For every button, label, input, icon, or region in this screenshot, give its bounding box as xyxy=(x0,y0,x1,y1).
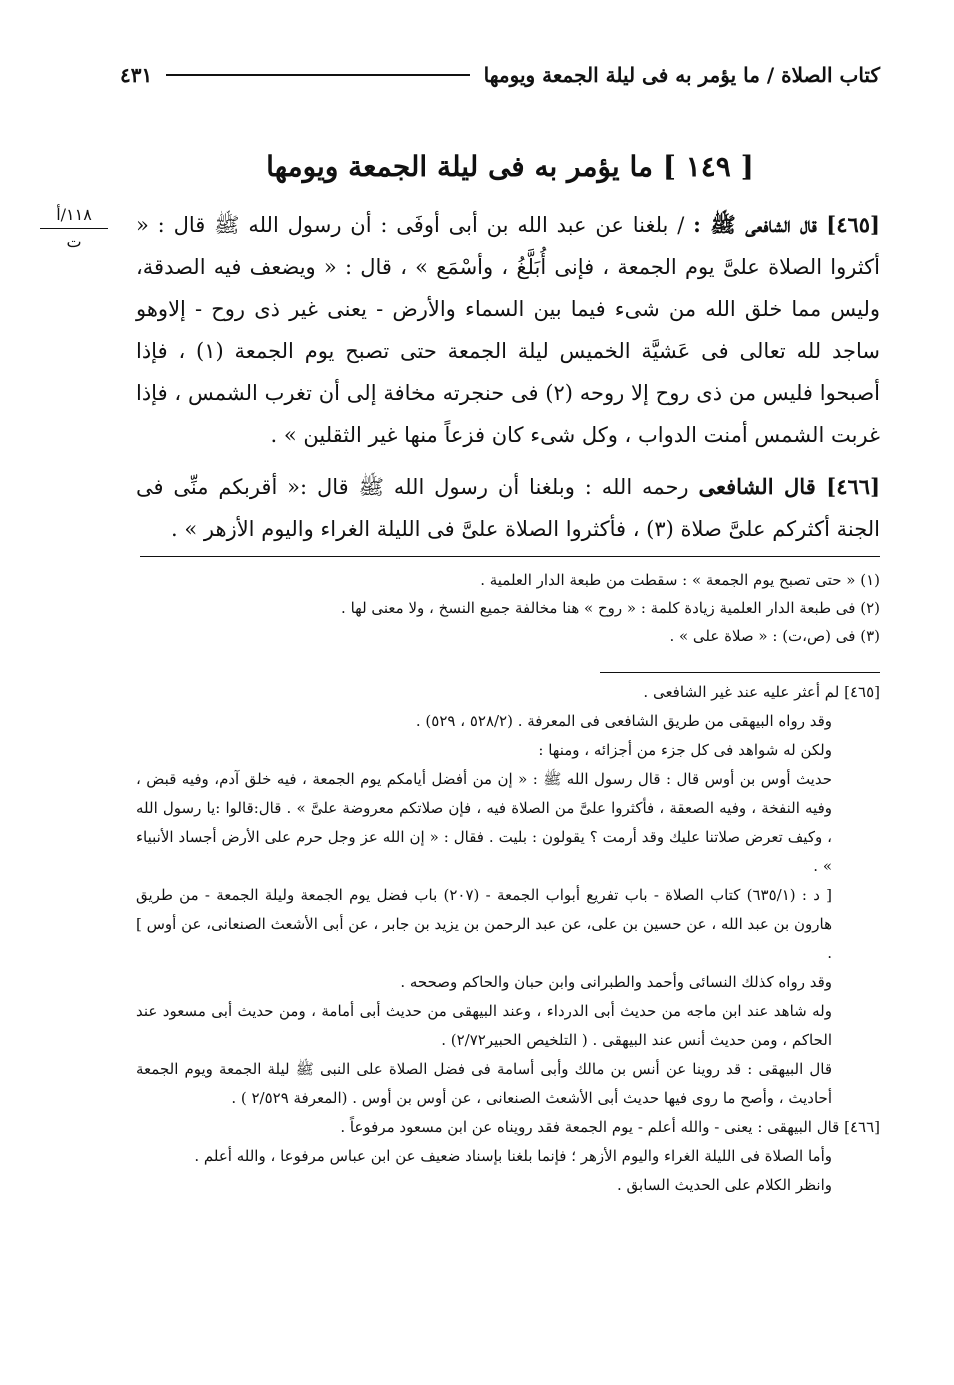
hadith-465-lead: [٤٦٥] قال الشافعى ﷺ : xyxy=(693,212,880,237)
footnote-separator xyxy=(140,556,880,557)
commentary-paragraph: قال البيهقى : قد روينا عن أنس بن مالك وأبى أسامة فى فضل الصلاة على النبى ﷺ ليلة الجمعة ويوم الجمعة أحاديث ، وأصح ما روى فيها حديث أبى الأشعث الصنعانى ، عن أوس بن أوس . (المعرفة ٢/٥٢٩ ) . xyxy=(136,1060,832,1107)
hadith-465-text: / بلغنا عن عبد الله بن أبى أوفَى : أن رسول الله ﷺ قال : « أكثروا الصلاة علىَّ يوم الجمعة ، فإنى أُبَلَّغُ ، وأسْمَع » ، قال : « ويضعف فيه الصدقة، وليس مما خلق الله من شىء فيما بين السماء والأرض - يعنى غير ذى روح - إلاوهو ساجد لله تعالى فى عَشيَّة الخميس ليلة الجمعة حتى تصبح يوم الجمعة (١) ، فإذا أصبحوا فليس من ذى روح إلا روحه (٢) فى حنجرته مخافة إلى أن تغرب الشمس ، فإذا غربت الشمس أمنت الدواب ، وكل شىء كان فزعاً منها غير الثقلين » . xyxy=(136,213,880,447)
commentary-paragraph: [٤٦٥] لم أعثر عليه عند غير الشافعى . xyxy=(643,683,880,701)
commentary-paragraph: وله شاهد عند ابن ماجه من حديث أبى الدرداء ، وعند البيهقى من حديث أبى أمامة ، ومن حديث أبى مسعود عند الحاكم ، ومن حديث أنس عند البيهقى . ( التلخيص الحبير٢/٧٢) . xyxy=(136,1002,832,1049)
footnote-2: (٢) فى طبعة الدار العلمية زيادة كلمة : « روح » هنا مخالفة جميع النسخ ، ولا معنى لها . xyxy=(341,599,880,617)
commentary-paragraph: وقد رواه كذلك النسائى وأحمد والطبرانى وابن حبان والحاكم وصححه . xyxy=(400,973,832,991)
footnotes xyxy=(140,566,880,650)
footnote-3: (٣) فى (ص،ت) : « صلاة على » . xyxy=(669,627,880,645)
header-title: كتاب الصلاة / ما يؤمر به فى ليلة الجمعة ويومها xyxy=(483,63,880,87)
commentary-paragraph: وانظر الكلام على الحديث السابق . xyxy=(616,1176,832,1194)
main-text xyxy=(136,204,880,560)
page-number: ٤٣١ xyxy=(120,63,153,87)
footnote-1: (١) « حتى تصبح يوم الجمعة » : سقطت من طبعة الدار العلمية . xyxy=(480,571,880,589)
hadith-465 xyxy=(136,204,880,456)
header-rule xyxy=(166,74,469,76)
margin-note-rule xyxy=(40,228,108,229)
hadith-466 xyxy=(136,466,880,550)
commentary-paragraph: وأما الصلاة فى الليلة الغراء واليوم الأزهر ؛ فإنما بلغنا بإسناد ضعيف عن ابن عباس مرفوعا ، والله أعلم . xyxy=(194,1147,832,1165)
commentary-paragraph: حديث أوس بن أوس قال : قال رسول الله ﷺ : « إن من أفضل أيامكم يوم الجمعة ، فيه خلق آدم، وفيه قبض ، وفيه النفخة ، وفيه الصعقة ، فأكثروا علىَّ من الصلاة فيه ، فإن صلاتكم معروضة علىَّ » . قال:قالوا :يا رسول الله ، وكيف تعرض صلاتنا عليك وقد أرمت ؟ يقولون : بليت . فقال : « إن الله عز وجل حرم على الأرض أجساد الأنبياء » . xyxy=(136,770,832,875)
running-header xyxy=(120,60,880,90)
commentary-paragraph: [٤٦٦] قال البيهقى : يعنى - والله أعلم - يوم الجمعة فقد رويناه عن ابن مسعود مرفوعاً . xyxy=(340,1118,880,1136)
hadith-466-text: رحمه الله : وبلغنا أن رسول الله ﷺ قال :« أقربكم منِّى فى الجنة أكثركم علىَّ صلاة (٣) ، فأكثروا الصلاة علىَّ فى الليلة الغراء واليوم الأزهر » . xyxy=(136,475,880,541)
hadith-466-lead: [٤٦٦] قال الشافعى xyxy=(698,474,880,499)
commentary-paragraph: [ د : (٦٣٥/١) كتاب الصلاة - باب تفريع أبواب الجمعة - (٢٠٧) باب فضل يوم الجمعة وليلة الجمعة - من طريق هارون بن عبد الله ، عن حسين بن على، عن عبد الرحمن بن يزيد بن جابر ، عن أبى الأشعث الصنعانى، عن أوس ] . xyxy=(136,886,832,962)
commentary-separator xyxy=(600,672,880,673)
margin-note-folio: ١١٨/أ xyxy=(56,205,92,224)
chapter-title: [ ١٤٩ ] ما يؤمر به فى ليلة الجمعة ويومها xyxy=(266,150,754,183)
commentary-paragraph: ولكن له شواهد فى كل جزء من أجزائه ، ومنها : xyxy=(538,741,832,759)
margin-note xyxy=(40,204,108,253)
commentary xyxy=(136,678,880,1200)
commentary-paragraph: وقد رواه البيهقى من طريق الشافعى فى المعرفة . (٥٢٨/٢ ، ٥٢٩) . xyxy=(415,712,832,730)
margin-note-siglum: ت xyxy=(66,232,82,251)
